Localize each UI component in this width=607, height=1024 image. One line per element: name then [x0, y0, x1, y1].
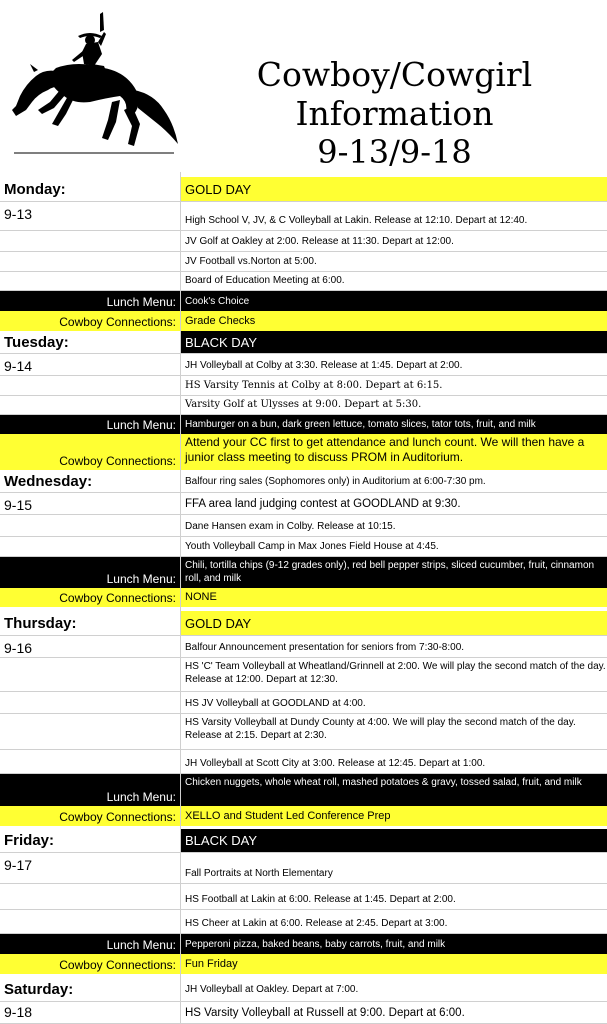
day-date: 9-13 — [4, 206, 33, 222]
event-row — [0, 853, 607, 884]
day-header-tuesday — [0, 331, 607, 354]
cowboy-connections-text: Fun Friday — [181, 954, 607, 974]
day-header-saturday — [0, 978, 607, 1002]
lunch-menu-text: Pepperoni pizza, baked beans, baby carrots, fruit, and milk — [181, 934, 607, 954]
cowboy-connections-text: Attend your CC first to get attendance and lunch count. We will then have a junior class meeting to discuss PROM in Auditorium. — [181, 434, 607, 470]
event-text: HS JV Volleyball at GOODLAND at 4:00. — [185, 698, 366, 709]
event-row — [0, 202, 607, 231]
event-row — [0, 272, 607, 291]
event-row — [0, 910, 607, 934]
event-row — [0, 750, 607, 774]
cowboy-connections-row — [0, 954, 607, 974]
day-name: Monday: — [4, 180, 66, 198]
cowboy-connections-text: XELLO and Student Led Conference Prep — [181, 806, 607, 826]
event-row — [0, 493, 607, 515]
day-name: Wednesday: — [4, 472, 93, 490]
day-name: Saturday: — [4, 981, 74, 998]
cowboy-connections-label: Cowboy Connections: — [0, 806, 180, 826]
event-text: JH Volleyball at Oakley. Depart at 7:00. — [185, 984, 359, 995]
lunch-menu-text: Hamburger on a bun, dark green lettuce, tomato slices, tator tots, fruit, and milk — [181, 415, 607, 434]
day-header-wednesday — [0, 470, 607, 493]
day-type: BLACK DAY — [181, 829, 607, 852]
cowboy-connections-row — [0, 311, 607, 331]
event-text: Youth Volleyball Camp in Max Jones Field House at 4:45. — [185, 541, 439, 552]
lunch-menu-label: Lunch Menu: — [0, 415, 180, 434]
cowboy-connections-label: Cowboy Connections: — [0, 588, 180, 607]
event-text: Dane Hansen exam in Colby. Release at 10:15. — [185, 521, 396, 532]
event-text: HS Varsity Tennis at Colby at 8:00. Depart at 6:15. — [185, 380, 443, 391]
day-name: Thursday: — [4, 614, 77, 632]
lunch-menu-label: Lunch Menu: — [0, 291, 180, 311]
event-text: JH Volleyball at Scott City at 3:00. Release at 12:45. Depart at 1:00. — [185, 758, 486, 769]
event-text: Balfour ring sales (Sophomores only) in Auditorium at 6:00-7:30 pm. — [185, 475, 486, 487]
day-header-thursday — [0, 611, 607, 636]
day-name: Tuesday: — [4, 333, 69, 351]
cowboy-connections-text: NONE — [181, 588, 607, 607]
header — [0, 0, 607, 172]
cowboy-connections-label: Cowboy Connections: — [0, 954, 180, 974]
event-text: Board of Education Meeting at 6:00. — [185, 275, 345, 286]
event-text: High School V, JV, & C Volleyball at Lakin. Release at 12:10. Depart at 12:40. — [185, 215, 528, 226]
title-line-1: Cowboy/Cowgirl — [256, 55, 533, 94]
event-text: Varsity Golf at Ulysses at 9:00. Depart at 5:30. — [185, 399, 422, 410]
cowboy-connections-row — [0, 588, 607, 607]
event-text: HS Varsity Volleyball at Russell at 9:00. Depart at 6:00. — [185, 1007, 465, 1019]
lunch-menu-label: Lunch Menu: — [0, 774, 180, 806]
event-text: JV Football vs.Norton at 5:00. — [185, 256, 317, 267]
cowboy-connections-row — [0, 806, 607, 826]
day-header-friday — [0, 829, 607, 853]
day-type: GOLD DAY — [181, 177, 607, 201]
lunch-menu-row — [0, 291, 607, 311]
event-row — [0, 354, 607, 376]
event-row — [0, 376, 607, 396]
event-row — [0, 692, 607, 714]
lunch-menu-row — [0, 934, 607, 954]
lunch-menu-label: Lunch Menu: — [0, 934, 180, 954]
lunch-menu-row — [0, 774, 607, 806]
title-dates: 9-13/9-18 — [317, 133, 472, 171]
lunch-menu-text: Cook's Choice — [181, 291, 607, 311]
event-text: FFA area land judging contest at GOODLAND at 9:30. — [185, 498, 461, 510]
event-row — [0, 658, 607, 692]
event-row — [0, 884, 607, 910]
bucking-horse-logo — [8, 6, 180, 156]
day-date: 9-16 — [4, 640, 33, 656]
event-row — [0, 396, 607, 415]
event-text: HS Cheer at Lakin at 6:00. Release at 2:45. Depart at 3:00. — [185, 918, 448, 929]
event-row — [0, 636, 607, 658]
day-type: GOLD DAY — [181, 611, 607, 635]
day-date: 9-18 — [4, 1004, 33, 1020]
day-name: Friday: — [4, 832, 55, 849]
day-header-monday — [0, 177, 607, 202]
page-title — [182, 55, 607, 172]
lunch-menu-row — [0, 557, 607, 588]
cowboy-connections-text: Grade Checks — [181, 311, 607, 331]
day-date: 9-17 — [4, 857, 33, 873]
event-row — [0, 231, 607, 252]
day-type: BLACK DAY — [181, 331, 607, 353]
event-row — [0, 1002, 607, 1024]
event-text: HS Football at Lakin at 6:00. Release at 1:45. Depart at 2:00. — [185, 894, 456, 905]
title-line-2: Information — [295, 94, 494, 133]
event-row — [0, 252, 607, 272]
cowboy-connections-row — [0, 434, 607, 470]
event-text: JH Volleyball at Colby at 3:30. Release at 1:45. Depart at 2:00. — [185, 360, 463, 371]
day-date: 9-15 — [4, 497, 33, 513]
lunch-menu-row — [0, 415, 607, 434]
lunch-menu-text: Chili, tortilla chips (9-12 grades only), red bell pepper strips, sliced cucumber, fruit, cinnamon roll, and milk — [181, 557, 607, 588]
event-text: Balfour Announcement presentation for seniors from 7:30-8:00. — [185, 642, 465, 653]
event-text: JV Golf at Oakley at 2:00. Release at 11:30. Depart at 12:00. — [185, 236, 454, 247]
lunch-menu-label: Lunch Menu: — [0, 557, 180, 588]
day-date: 9-14 — [4, 358, 33, 374]
event-text: Fall Portraits at North Elementary — [185, 868, 333, 879]
event-text: HS 'C' Team Volleyball at Wheatland/Grinnell at 2:00. We will play the second match of the day. Release at 12:00. Depart at 12:30. — [185, 661, 606, 685]
lunch-menu-text: Chicken nuggets, whole wheat roll, mashed potatoes & gravy, tossed salad, fruit, and milk — [181, 774, 607, 806]
cowboy-connections-label: Cowboy Connections: — [0, 434, 180, 470]
event-row — [0, 714, 607, 750]
event-row — [0, 537, 607, 557]
cowboy-connections-label: Cowboy Connections: — [0, 311, 180, 331]
event-row — [0, 515, 607, 537]
event-text: HS Varsity Volleyball at Dundy County at 4:00. We will play the second match of the day. Release at 2:15. Depart at 2:30. — [185, 717, 576, 741]
